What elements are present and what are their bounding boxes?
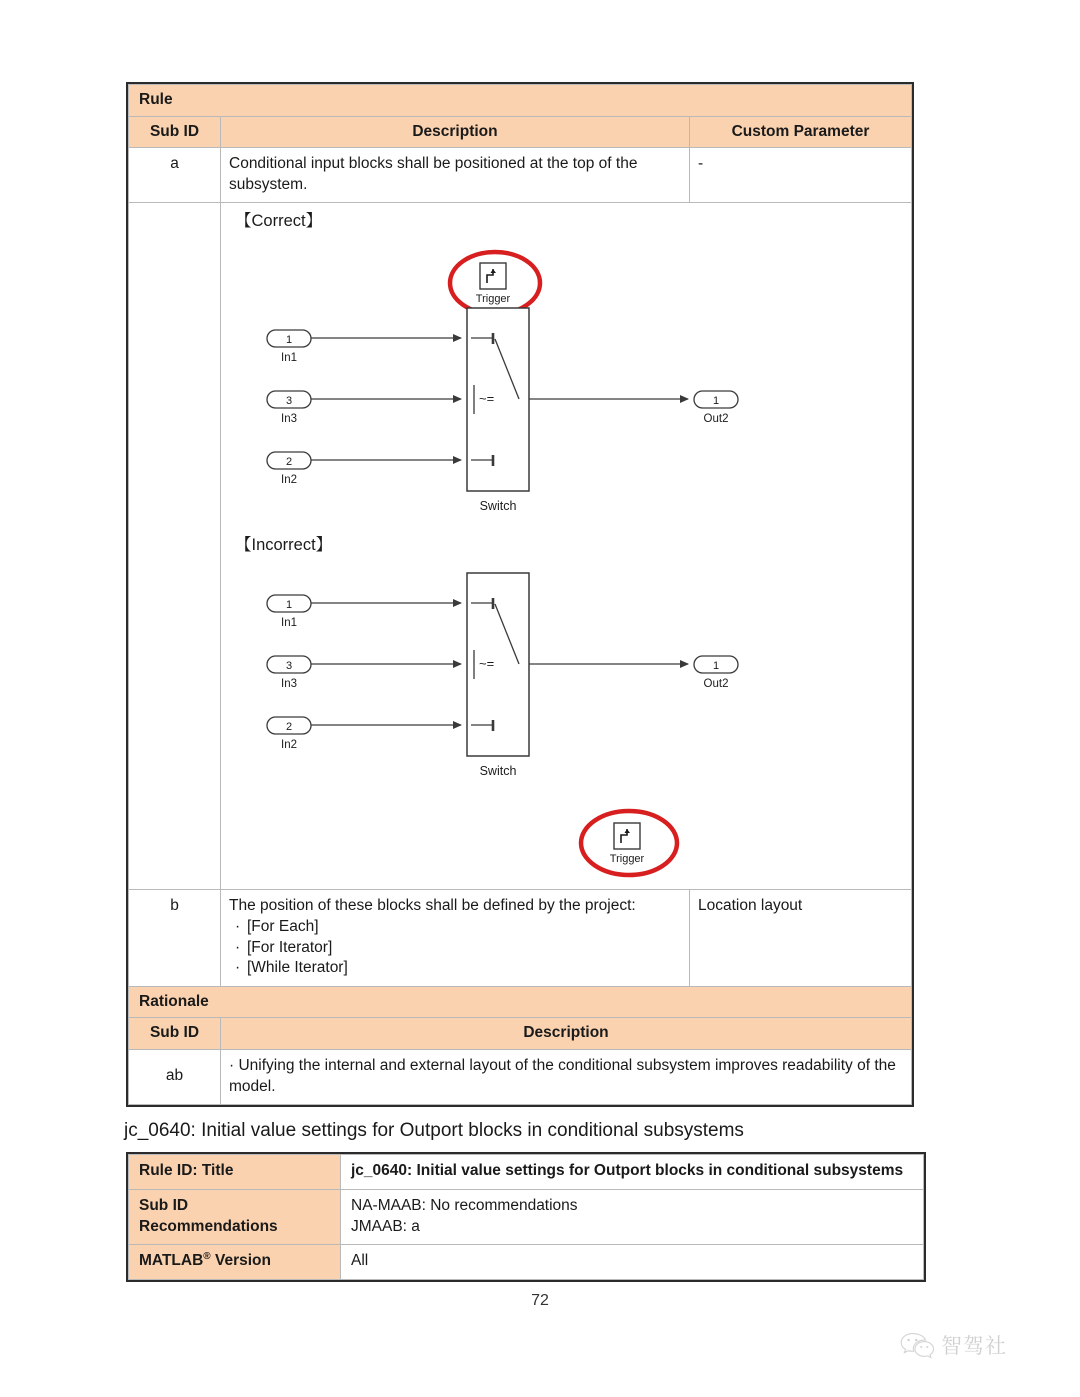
svg-text:In2: In2	[281, 474, 297, 487]
trigger-block-incorrect	[610, 823, 645, 865]
column-header-description: Description	[221, 116, 690, 148]
list-item: · [For Each]	[247, 917, 681, 938]
inport-in1-correct	[267, 330, 461, 364]
svg-text:In3: In3	[281, 678, 297, 691]
watermark-text: 智驾社	[941, 1334, 1007, 1358]
description-b-intro: The position of these blocks shall be defined by the project:	[229, 897, 636, 915]
svg-text:Switch: Switch	[479, 499, 517, 514]
table-row-rule-band	[129, 85, 912, 117]
table-row-rationale-ab	[129, 1050, 912, 1105]
cell-description-a: Conditional input blocks shall be positioned at the top of the subsystem.	[221, 148, 690, 203]
rationale-column-header-description: Description	[221, 1018, 912, 1050]
summary-value-line2: JMAAB: a	[351, 1217, 420, 1235]
wechat-icon	[900, 1332, 934, 1359]
cell-description-b	[221, 890, 690, 986]
table-row-a	[129, 148, 912, 203]
correct-diagram	[267, 252, 738, 513]
svg-text:2: 2	[285, 721, 293, 734]
watermark	[900, 1330, 1007, 1360]
svg-text:In2: In2	[281, 739, 297, 752]
summary-row-matlab-version	[129, 1245, 924, 1280]
rationale-column-header-sub-id: Sub ID	[129, 1018, 221, 1050]
svg-text:1: 1	[285, 334, 293, 347]
inport-in2-incorrect	[267, 717, 461, 751]
svg-text:~=: ~=	[479, 391, 495, 407]
inport-in1-incorrect	[267, 595, 461, 629]
outport-out2-correct	[529, 391, 738, 425]
incorrect-diagram	[267, 573, 738, 875]
description-b-list	[229, 917, 681, 979]
list-item: · [For Iterator]	[247, 938, 681, 959]
cell-custom-parameter-b: Location layout	[689, 890, 911, 986]
page-title: jc_0640: Initial value settings for Outport blocks in conditional subsystems	[124, 1120, 744, 1141]
cell-figure	[221, 203, 912, 890]
cell-custom-parameter-a: -	[689, 148, 911, 203]
cell-sub-id-b: b	[129, 890, 221, 986]
switch-block-correct	[467, 308, 529, 513]
list-item: · [While Iterator]	[247, 958, 681, 979]
svg-text:1: 1	[285, 599, 293, 612]
summary-value-recommendations	[341, 1189, 924, 1245]
column-header-custom-parameter: Custom Parameter	[689, 116, 911, 148]
svg-text:3: 3	[285, 660, 293, 673]
cell-sub-id-a: a	[129, 148, 221, 203]
page-number: 72	[531, 1292, 549, 1309]
cell-figure-spacer	[129, 203, 221, 890]
summary-label-matlab-version	[129, 1245, 341, 1280]
svg-text:In1: In1	[281, 352, 297, 365]
figure-correct-label: 【Correct】	[235, 212, 323, 231]
summary-value-matlab-version: All	[341, 1245, 924, 1280]
rule-table	[126, 82, 914, 1107]
summary-row-recommendations	[129, 1189, 924, 1245]
rule-band-label: Rule	[129, 85, 912, 117]
inport-in3-incorrect	[267, 656, 461, 690]
svg-text:3: 3	[285, 395, 293, 408]
matlab-label-suffix: Version	[210, 1252, 271, 1270]
rationale-band-label: Rationale	[129, 986, 912, 1018]
rule-summary-table	[126, 1152, 926, 1282]
table-row-b	[129, 890, 912, 986]
svg-text:Out2: Out2	[703, 678, 729, 691]
switch-block-incorrect	[467, 573, 529, 778]
table-row-rationale-band	[129, 986, 912, 1018]
svg-text:Trigger: Trigger	[609, 853, 645, 866]
cell-rationale-description: · Unifying the internal and external layout of the conditional subsystem improves readability of the model.	[221, 1050, 912, 1105]
table-row-rationale-header	[129, 1018, 912, 1050]
svg-text:2: 2	[285, 456, 293, 469]
figure-incorrect-label: 【Incorrect】	[235, 536, 333, 555]
matlab-label-prefix: MATLAB	[139, 1252, 204, 1270]
summary-value-rule-id: jc_0640: Initial value settings for Outport blocks in conditional subsystems	[341, 1155, 924, 1190]
summary-value-line1: NA-MAAB: No recommendations	[351, 1196, 578, 1214]
summary-row-rule-id	[129, 1155, 924, 1190]
svg-text:1: 1	[712, 660, 720, 673]
svg-text:1: 1	[712, 395, 720, 408]
registered-trademark-icon: ®	[203, 1251, 211, 1263]
cell-rationale-sub-id: ab	[129, 1050, 221, 1105]
svg-text:~=: ~=	[479, 656, 495, 672]
outport-out2-incorrect	[529, 656, 738, 690]
inport-in3-correct	[267, 391, 461, 425]
summary-label-recommendations	[129, 1189, 341, 1245]
summary-label-line1: Sub ID	[139, 1196, 189, 1214]
simulink-figure	[221, 203, 911, 889]
svg-text:In3: In3	[281, 413, 297, 426]
svg-text:In1: In1	[281, 617, 297, 630]
summary-label-rule-id: Rule ID: Title	[129, 1155, 341, 1190]
trigger-block-correct	[476, 263, 511, 305]
table-row-figure	[129, 203, 912, 890]
summary-label-line2: Recommendations	[139, 1217, 278, 1235]
simulink-diagram-svg	[221, 203, 911, 889]
svg-text:Trigger: Trigger	[475, 293, 511, 306]
column-header-sub-id: Sub ID	[129, 116, 221, 148]
table-row-header	[129, 116, 912, 148]
inport-in2-correct	[267, 452, 461, 486]
svg-text:Switch: Switch	[479, 764, 517, 779]
svg-text:Out2: Out2	[703, 413, 729, 426]
